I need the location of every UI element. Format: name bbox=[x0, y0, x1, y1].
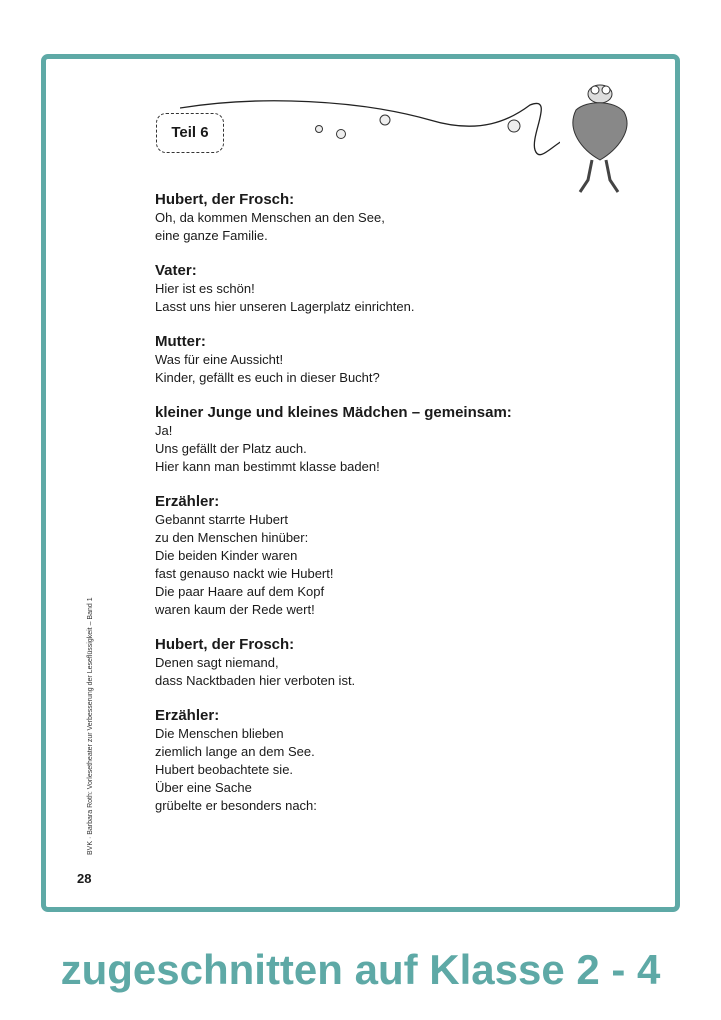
dialogue-line: Oh, da kommen Menschen an den See, bbox=[155, 210, 385, 225]
dialogue-line: Die beiden Kinder waren bbox=[155, 548, 298, 563]
dialogue-line: Die Menschen blieben bbox=[155, 726, 284, 741]
dialogue-line: Ja! bbox=[155, 423, 173, 438]
dialogue-section bbox=[155, 707, 635, 815]
dialogue-section bbox=[155, 333, 635, 387]
dialogue-line: Gebannt starrte Hubert bbox=[155, 512, 288, 527]
frog-illustration bbox=[562, 80, 634, 204]
dialogue-line: Lasst uns hier unseren Lagerplatz einrichten. bbox=[155, 299, 415, 314]
part-badge: Teil 6 bbox=[156, 113, 224, 153]
speaker-name: Hubert, der Frosch: bbox=[155, 636, 295, 653]
speaker-name: kleiner Junge und kleines Mädchen – gemeinsam: bbox=[155, 404, 512, 421]
page-number: 28 bbox=[77, 871, 92, 886]
speaker-name: Hubert, der Frosch: bbox=[155, 191, 295, 208]
dialogue-line: Was für eine Aussicht! bbox=[155, 352, 284, 367]
dialogue-section bbox=[155, 636, 635, 690]
dialogue-line: ziemlich lange an dem See. bbox=[155, 744, 315, 759]
dialogue-line: Uns gefällt der Platz auch. bbox=[155, 441, 307, 456]
side-note: BVK · Barbara Roth: Vorlesetheater zur Verbesserung der Leseflüssigkeit – Band 1 bbox=[87, 597, 94, 855]
speaker-name: Erzähler: bbox=[155, 707, 220, 724]
dialogue-line: Kinder, gefällt es euch in dieser Bucht? bbox=[155, 370, 380, 385]
squiggle-line-decoration bbox=[180, 80, 560, 170]
dialogue-line: Hier ist es schön! bbox=[155, 281, 255, 296]
speaker-name: Erzähler: bbox=[155, 493, 220, 510]
dialogue-line: eine ganze Familie. bbox=[155, 228, 268, 243]
script-content bbox=[155, 191, 635, 832]
dialogue-line: fast genauso nackt wie Hubert! bbox=[155, 566, 334, 581]
dialogue-line: dass Nacktbaden hier verboten ist. bbox=[155, 673, 356, 688]
dialogue-line: grübelte er besonders nach: bbox=[155, 798, 317, 813]
dialogue-line: Über eine Sache bbox=[155, 780, 252, 795]
dialogue-line: Denen sagt niemand, bbox=[155, 655, 279, 670]
dialogue-section bbox=[155, 262, 635, 316]
dialogue-section bbox=[155, 191, 635, 245]
dialogue-line: zu den Menschen hinüber: bbox=[155, 530, 309, 545]
dialogue-section bbox=[155, 493, 635, 619]
dialogue-section bbox=[155, 404, 635, 476]
speaker-name: Mutter: bbox=[155, 333, 206, 350]
speaker-name: Vater: bbox=[155, 262, 197, 279]
dialogue-line: waren kaum der Rede wert! bbox=[155, 602, 315, 617]
dialogue-line: Hubert beobachtete sie. bbox=[155, 762, 294, 777]
dialogue-line: Die paar Haare auf dem Kopf bbox=[155, 584, 325, 599]
dialogue-line: Hier kann man bestimmt klasse baden! bbox=[155, 459, 380, 474]
grade-banner: zugeschnitten auf Klasse 2 - 4 bbox=[60, 946, 661, 993]
